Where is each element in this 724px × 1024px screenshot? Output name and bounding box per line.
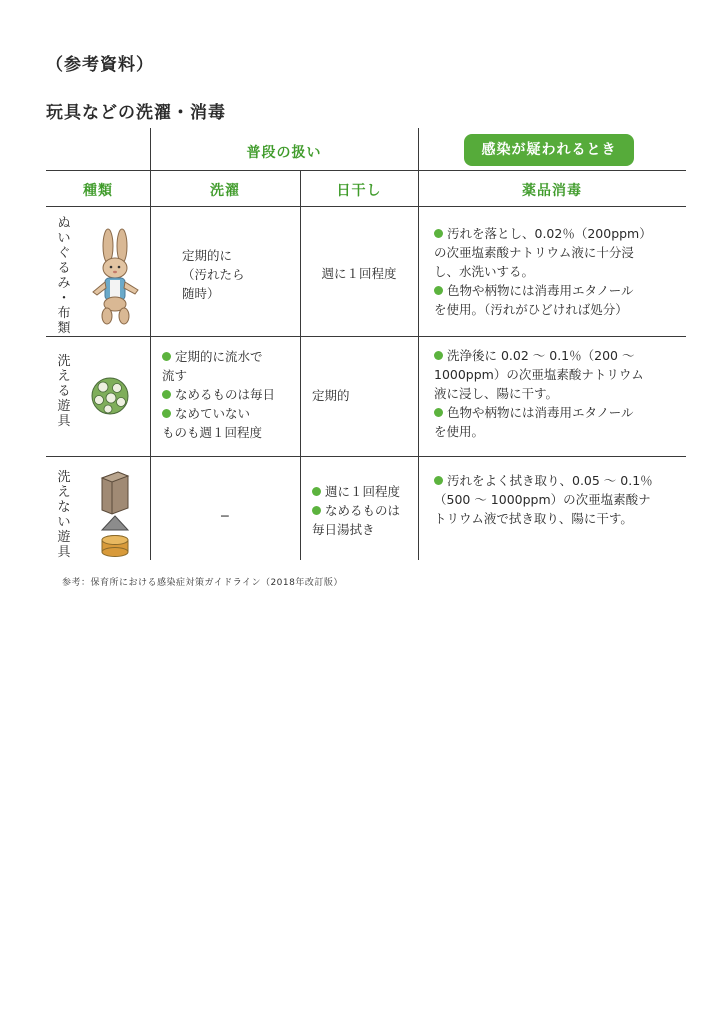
- cell-line: の次亜塩素酸ナトリウム液に十分浸: [434, 245, 634, 260]
- col-header-chemical: 薬品消毒: [522, 183, 582, 199]
- cell-text: 定期的に流水で: [175, 349, 263, 364]
- category-char: 具: [57, 414, 71, 429]
- cell-text: なめていない: [175, 406, 251, 421]
- cell-line: 随時）: [182, 286, 220, 301]
- table-rule: [46, 456, 686, 457]
- category-stuffed-toys: [56, 216, 72, 336]
- cell-line: を使用。（汚れがひどければ処分）: [434, 302, 628, 317]
- category-char: る: [57, 384, 71, 399]
- col-header-wash: 洗濯: [210, 183, 240, 199]
- sun-cell-washable: 定期的: [312, 388, 350, 403]
- cell-line: 液に浸し、陽に干す。: [434, 386, 559, 401]
- suspected-infection-badge: 感染が疑われるとき: [464, 134, 634, 166]
- document-title: （参考資料）: [46, 55, 154, 75]
- chem-cell-stuffed: [434, 224, 652, 319]
- cell-line: し、水洗いする。: [434, 264, 535, 279]
- col-header-sun-dry: 日干し: [336, 183, 382, 199]
- bullet-dot: [312, 487, 321, 496]
- category-non-washable-toys: [56, 470, 72, 560]
- bullet-dot: [162, 390, 171, 399]
- cell-text: なめるものは毎日: [175, 387, 276, 402]
- cell-line: [434, 471, 653, 490]
- bullet-dot: [434, 351, 443, 360]
- category-char: 洗: [57, 354, 71, 369]
- cell-line: 流す: [162, 368, 188, 383]
- col-header-type: 種類: [83, 183, 113, 199]
- category-char: え: [57, 369, 71, 384]
- cell-line: [434, 346, 644, 365]
- category-char: る: [57, 261, 71, 276]
- category-washable-toys: [56, 354, 72, 429]
- cell-text: 洗浄後に 0.02 〜 0.1％（200 〜: [447, 348, 635, 363]
- category-char: 遊: [57, 530, 71, 545]
- table-rule: [300, 170, 301, 560]
- bullet-dot: [162, 409, 171, 418]
- disinfection-table: [46, 128, 686, 560]
- section-title: 玩具などの洗濯・消毒: [46, 103, 226, 123]
- cell-text: 汚れを落とし、0.02％（200ppm）: [447, 226, 652, 241]
- wooden-blocks-illustration: [98, 468, 132, 558]
- wash-cell-washable: [162, 347, 275, 442]
- category-char: ぬ: [57, 216, 71, 231]
- table-rule: [46, 206, 686, 207]
- category-char: い: [57, 231, 71, 246]
- category-char: 類: [57, 321, 71, 336]
- sun-cell-stuffed: 週に１回程度: [321, 266, 397, 281]
- cell-line: [162, 385, 275, 404]
- cell-line: を使用。: [434, 424, 485, 439]
- reference-footnote: 参考：保育所における感染症対策ガイドライン（2018年改訂版）: [62, 578, 343, 588]
- cell-line: [162, 404, 275, 423]
- stuffed-rabbit-illustration: [88, 228, 146, 326]
- category-char: ぐ: [57, 246, 71, 261]
- category-char: 布: [57, 306, 71, 321]
- category-char: 具: [57, 545, 71, 560]
- category-char: 遊: [57, 399, 71, 414]
- cell-line: 定期的に: [182, 248, 233, 263]
- category-char: み: [57, 276, 71, 291]
- category-char: ・: [57, 291, 71, 306]
- table-rule: [46, 170, 686, 171]
- cell-line: [312, 482, 400, 501]
- category-char: い: [57, 515, 71, 530]
- ball-illustration: [90, 376, 130, 416]
- bullet-dot: [434, 476, 443, 485]
- bullet-dot: [434, 229, 443, 238]
- cell-line: トリウム液で拭き取り、陽に干す。: [434, 511, 633, 526]
- cell-line: [434, 281, 652, 300]
- cell-line: （汚れたら: [182, 267, 245, 282]
- sun-cell-non-washable: [312, 482, 400, 539]
- cell-line: ものも週１回程度: [162, 425, 263, 440]
- cell-text: 色物や柄物には消毒用エタノール: [447, 283, 634, 298]
- cell-text: 色物や柄物には消毒用エタノール: [447, 405, 634, 420]
- chem-cell-washable: [434, 346, 644, 441]
- chem-cell-non-washable: [434, 471, 653, 528]
- bullet-dot: [312, 506, 321, 515]
- bullet-dot: [162, 352, 171, 361]
- category-char: え: [57, 485, 71, 500]
- wash-cell-non-washable: −: [219, 508, 231, 523]
- cell-line: （500 〜 1000ppm）の次亜塩素酸ナ: [434, 492, 651, 507]
- cell-line: [434, 403, 644, 422]
- cell-line: [434, 224, 652, 243]
- cell-text: なめるものは: [325, 503, 401, 518]
- category-char: な: [57, 500, 71, 515]
- cell-line: 1000ppm）の次亜塩素酸ナトリウム: [434, 367, 644, 382]
- wash-cell-stuffed: [182, 246, 245, 303]
- table-rule: [46, 336, 686, 337]
- cell-text: 週に１回程度: [325, 484, 401, 499]
- cell-line: [312, 501, 400, 520]
- cell-line: [162, 347, 275, 366]
- bullet-dot: [434, 408, 443, 417]
- bullet-dot: [434, 286, 443, 295]
- cell-text: 汚れをよく拭き取り、0.05 〜 0.1％: [447, 473, 653, 488]
- normal-care-header: 普段の扱い: [246, 145, 322, 161]
- cell-line: 毎日湯拭き: [312, 522, 375, 537]
- category-char: 洗: [57, 470, 71, 485]
